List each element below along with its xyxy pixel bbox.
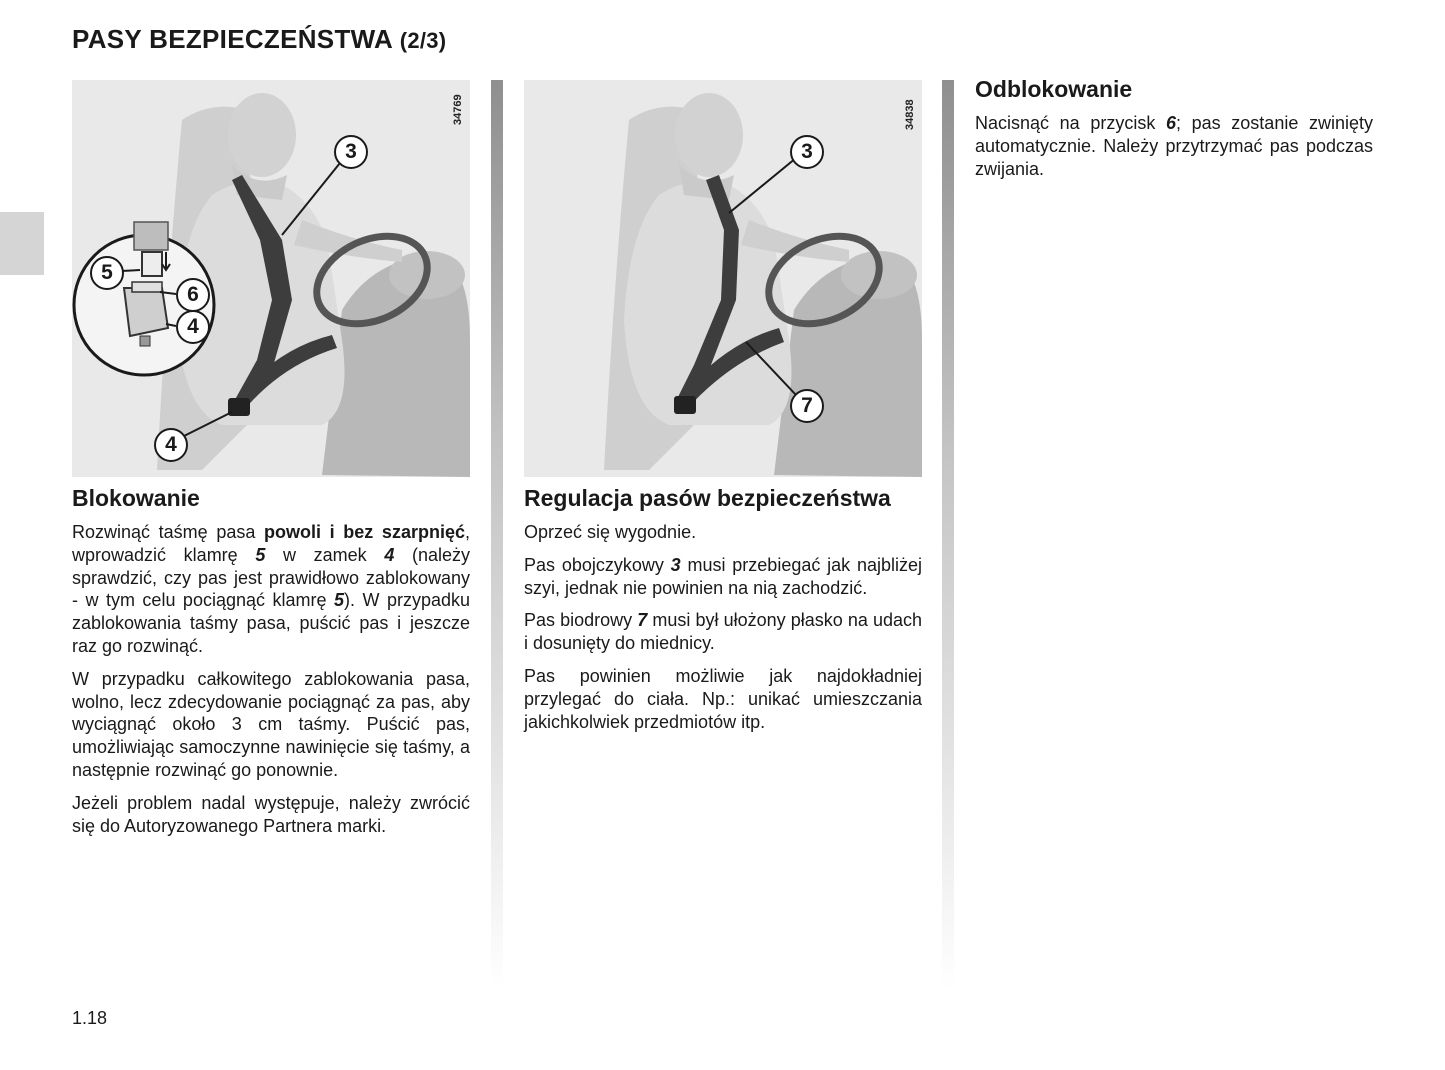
- paragraph-regulacja-3: Pas biodrowy 7 musi był ułożony płasko na udach i dosunięty do miednicy.: [524, 610, 922, 654]
- callout-4-buckle: 4: [176, 310, 210, 344]
- column-blokowanie: [72, 80, 470, 847]
- paragraph-odblokowanie-1: Nacisnąć na przycisk 6; pas zostanie zwinięty automatycznie. Należy przytrzymać pas podczas zwijania.: [975, 113, 1374, 179]
- column-divider-left: [491, 80, 503, 990]
- paragraph-blokowanie-1: Rozwinąć taśmę pasa powoli i bez szarpnięć, wprowadzić klamrę 5 w zamek 4 (należy sprawdzić, czy pas jest prawidłowo zablokowany - w tym celu pociągnąć klamrę 5). W przypadku zablokowania taśmy pasa, puścić pas i jeszcze raz go rozwinąć.: [72, 522, 470, 656]
- paragraph-regulacja-1: Oprzeć się wygodnie.: [524, 522, 697, 542]
- section-tab-marker: [0, 212, 44, 275]
- column-regulacja: [524, 80, 922, 743]
- callout-3: 3: [334, 135, 368, 169]
- page-subtitle: (2/3): [399, 28, 447, 53]
- page-title: PASY BEZPIECZEŃSTWA (2/3): [72, 24, 447, 54]
- paragraph-regulacja-2: Pas obojczykowy 3 musi przebiegać jak najbliżej szyi, jednak nie powinien na nią zachodzić.: [524, 554, 922, 598]
- heading-blokowanie: Blokowanie: [72, 485, 200, 511]
- figure-reference-code: 34769: [452, 94, 464, 125]
- callout-6: 6: [176, 278, 210, 312]
- paragraph-blokowanie-2: W przypadku całkowitego zablokowania pasa, wolno, lecz zdecydowanie pociągnąć za pas, aby wyciągnąć około 3 cm taśmy. Puścić pas, umożliwiając samoczynne nawinięcie się taśmy, a następnie rozwinąć go ponownie.: [72, 668, 470, 780]
- column-odblokowanie: [975, 75, 1373, 190]
- seatbelt-adjustment-illustration: [524, 80, 922, 477]
- paragraph-blokowanie-3: Jeżeli problem nadal występuje, należy zwrócić się do Autoryzowanego Partnera marki.: [72, 792, 470, 836]
- seatbelt-locking-illustration: [72, 80, 470, 477]
- callout-4: 4: [154, 428, 188, 462]
- heading-odblokowanie: Odblokowanie: [975, 76, 1133, 102]
- callout-3: 3: [790, 135, 824, 169]
- column-divider-right: [942, 80, 954, 990]
- page-number: 1.18: [72, 1008, 108, 1028]
- callout-5: 5: [90, 256, 124, 290]
- paragraph-regulacja-4: Pas powinien możliwie jak najdokładniej przylegać do ciała. Np.: unikać umieszczania jakichkolwiek przedmiotów itp.: [524, 665, 922, 732]
- figure-reference-code: 34838: [904, 99, 916, 130]
- callout-7: 7: [790, 389, 824, 423]
- heading-regulacja: Regulacja pasów bezpieczeństwa: [524, 485, 891, 511]
